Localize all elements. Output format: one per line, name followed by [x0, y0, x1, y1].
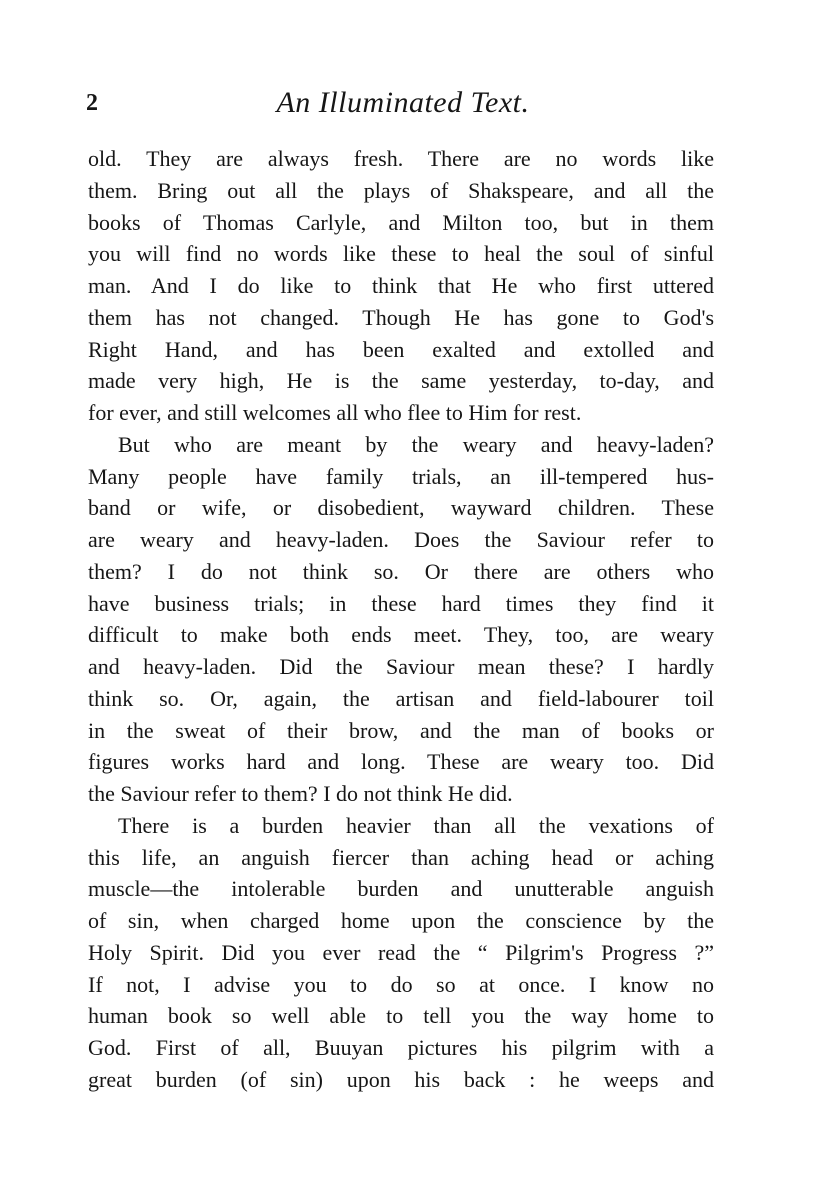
text-line: of sin, when charged home upon the conscience by the [88, 908, 714, 933]
text-line: are weary and heavy-laden. Does the Saviour refer to [88, 527, 714, 552]
body-text [88, 143, 714, 1096]
text-line: There is a burden heavier than all the vexations of [118, 812, 714, 838]
text-line: in the sweat of their brow, and the man of books or [88, 717, 714, 743]
text-line: band or wife, or disobedient, wayward children. These [88, 495, 714, 521]
text-line: them has not changed. Though He has gone to God's [88, 304, 714, 330]
text-line: for ever, and still welcomes all who flee to Him for rest. [88, 400, 582, 425]
text-line: But who are meant by the weary and heavy-laden? [118, 431, 714, 457]
text-line: Right Hand, and has been exalted and extolled and [88, 336, 714, 362]
text-line: them. Bring out all the plays of Shakspeare, and all the [88, 177, 714, 203]
text-line: human book so well able to tell you the way home to [88, 1003, 714, 1029]
text-line: books of Thomas Carlyle, and Milton too, but in them [88, 209, 714, 235]
text-line: difficult to make both ends meet. They, too, are weary [88, 622, 714, 648]
text-line: If not, I advise you to do so at once. I know no [88, 971, 714, 997]
text-line: Many people have family trials, an ill-tempered hus- [88, 463, 714, 489]
text-line: figures works hard and long. These are weary too. Did [88, 749, 714, 775]
text-line: think so. Or, again, the artisan and field-labourer toil [88, 685, 714, 711]
text-line: have business trials; in these hard times they find it [88, 590, 714, 616]
text-line: great burden (of sin) upon his back : he weeps and [88, 1066, 714, 1092]
text-line: man. And I do like to think that He who first uttered [88, 273, 714, 298]
text-line: the Saviour refer to them? I do not think He did. [88, 781, 513, 806]
text-line: Holy Spirit. Did you ever read the “ Pilgrim's Progress ?” [88, 939, 714, 965]
text-line: them? I do not think so. Or there are others who [88, 558, 714, 584]
running-head [86, 86, 720, 126]
text-line: old. They are always fresh. There are no words like [88, 146, 714, 171]
page-number: 2 [86, 90, 98, 116]
paragraph [88, 429, 714, 810]
text-line: this life, an anguish fiercer than aching head or aching [88, 844, 714, 870]
text-line: muscle—the intolerable burden and unutterable anguish [88, 876, 714, 902]
text-line: you will find no words like these to heal the soul of sinful [88, 241, 714, 267]
paragraph [88, 143, 714, 429]
paragraph [88, 810, 714, 1096]
text-line: God. First of all, Buuyan pictures his pilgrim with a [88, 1035, 714, 1060]
text-line: and heavy-laden. Did the Saviour mean these? I hardly [88, 654, 714, 679]
text-line: made very high, He is the same yesterday, to-day, and [88, 368, 714, 394]
running-title: An Illuminated Text. [276, 86, 530, 119]
